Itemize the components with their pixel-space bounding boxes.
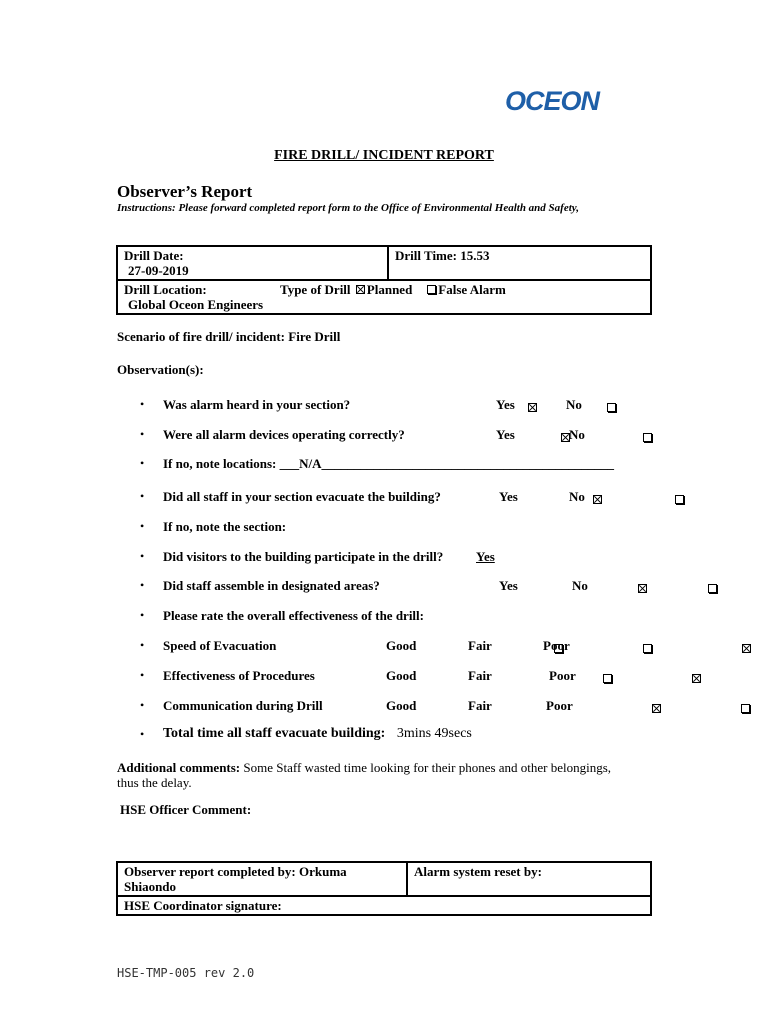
instructions-text: Instructions: Please forward completed report form to the Office of Environmental Health and Safety, (117, 202, 579, 214)
fair-label: Fair (468, 638, 492, 653)
good-label: Good (386, 668, 417, 683)
question-note-section: If no, note the section: (163, 519, 287, 534)
drill-time-cell: Drill Time: 15.53 (388, 246, 651, 280)
bullet: • (140, 427, 145, 441)
rating-communication-during-drill: Communication during Drill (163, 698, 323, 713)
question-staff-assemble: Did staff assemble in designated areas? (163, 578, 380, 593)
yes-label: Yes (496, 427, 515, 442)
note-locations-value: ___N/A_____________________________________________ (279, 456, 615, 471)
additional-comments (117, 760, 617, 790)
false-alarm-label: False Alarm (438, 282, 506, 297)
drill-date-label: Drill Date: (124, 248, 184, 263)
bullet: • (140, 489, 145, 503)
question-note-locations (163, 456, 614, 472)
observer-completed-by-cell: Observer report completed by: Orkuma Shiaondo (117, 862, 407, 896)
q4-yes-checkbox-checked[interactable] (593, 495, 602, 504)
logo-text: OCEON (505, 86, 600, 116)
hse-officer-comment-label: HSE Officer Comment: (120, 802, 252, 817)
sign-off-table (116, 861, 652, 916)
bullet: • (140, 727, 145, 741)
question-alarm-devices: Were all alarm devices operating correctly? (163, 427, 405, 442)
good-label: Good (386, 698, 417, 713)
footer-document-code: HSE-TMP-005 rev 2.0 (117, 966, 255, 980)
total-time-row (163, 726, 472, 742)
observations-label: Observation(s): (117, 362, 204, 377)
yes-label: Yes (496, 397, 515, 412)
planned-checkbox-checked[interactable] (356, 285, 365, 294)
bullet: • (140, 519, 145, 533)
type-of-drill-label: Type of Drill (280, 282, 351, 297)
total-time-label: Total time all staff evacuate building: (163, 726, 386, 741)
bullet: • (140, 456, 145, 470)
fair-label: Fair (468, 698, 492, 713)
bullet: • (140, 549, 145, 563)
type-of-drill (280, 282, 506, 297)
bullet: • (140, 668, 145, 682)
q4-no-checkbox[interactable] (675, 495, 684, 504)
communication-fair-checkbox[interactable] (741, 704, 750, 713)
section-title: Observer’s Report (117, 182, 253, 201)
bullet: • (140, 698, 145, 712)
false-alarm-checkbox[interactable] (427, 285, 436, 294)
q7-yes-checkbox-checked[interactable] (638, 584, 647, 593)
yes-label: Yes (499, 578, 518, 593)
procedures-good-checkbox[interactable] (603, 674, 612, 683)
yes-label: Yes (499, 489, 518, 504)
question-visitors: Did visitors to the building participate in the drill? (163, 549, 444, 564)
additional-comments-text: Some Staff wasted time looking for their phones and other belongings, thus the delay. (117, 760, 612, 790)
speed-fair-checkbox[interactable] (643, 644, 652, 653)
q1-yes-checkbox-checked[interactable] (528, 403, 537, 412)
total-time-value: 3mins 49secs (396, 726, 472, 741)
hse-coordinator-signature-cell: HSE Coordinator signature: (117, 896, 651, 915)
q2-no-checkbox[interactable] (643, 433, 652, 442)
poor-label: Poor (543, 638, 570, 653)
drill-location-value: Global Oceon Engineers (128, 297, 264, 312)
no-label: No (569, 427, 585, 442)
bullet: • (140, 638, 145, 652)
additional-comments-label: Additional comments: (117, 760, 241, 775)
no-label: No (569, 489, 585, 504)
alarm-reset-by-cell: Alarm system reset by: (407, 862, 651, 896)
procedures-fair-checkbox-checked[interactable] (692, 674, 701, 683)
q7-no-checkbox[interactable] (708, 584, 717, 593)
communication-good-checkbox-checked[interactable] (652, 704, 661, 713)
question-rate-effectiveness: Please rate the overall effectiveness of the drill: (163, 608, 424, 623)
rating-speed-of-evacuation: Speed of Evacuation (163, 638, 277, 653)
planned-label: Planned (366, 282, 413, 297)
bullet: • (140, 578, 145, 592)
question-staff-evacuate: Did all staff in your section evacuate the building? (163, 489, 441, 504)
speed-poor-checkbox-checked[interactable] (742, 644, 751, 653)
question-alarm-heard: Was alarm heard in your section? (163, 397, 351, 412)
visitors-answer: Yes (476, 549, 495, 564)
drill-date-cell (117, 246, 388, 280)
scenario-text: Scenario of fire drill/ incident: Fire Drill (117, 329, 341, 344)
drill-location-cell (117, 280, 651, 314)
q1-no-checkbox[interactable] (607, 403, 616, 412)
document-title: FIRE DRILL/ INCIDENT REPORT (274, 148, 494, 163)
note-locations-label: If no, note locations: (163, 456, 280, 471)
no-label: No (572, 578, 588, 593)
fair-label: Fair (468, 668, 492, 683)
rating-effectiveness-of-procedures: Effectiveness of Procedures (163, 668, 315, 683)
drill-info-table (116, 245, 652, 315)
bullet: • (140, 608, 145, 622)
poor-label: Poor (549, 668, 576, 683)
oceon-logo (505, 86, 630, 116)
bullet: • (140, 397, 145, 411)
poor-label: Poor (546, 698, 573, 713)
drill-date-value: 27-09-2019 (128, 263, 189, 278)
no-label: No (566, 397, 582, 412)
drill-location-label: Drill Location: (124, 282, 207, 297)
good-label: Good (386, 638, 417, 653)
